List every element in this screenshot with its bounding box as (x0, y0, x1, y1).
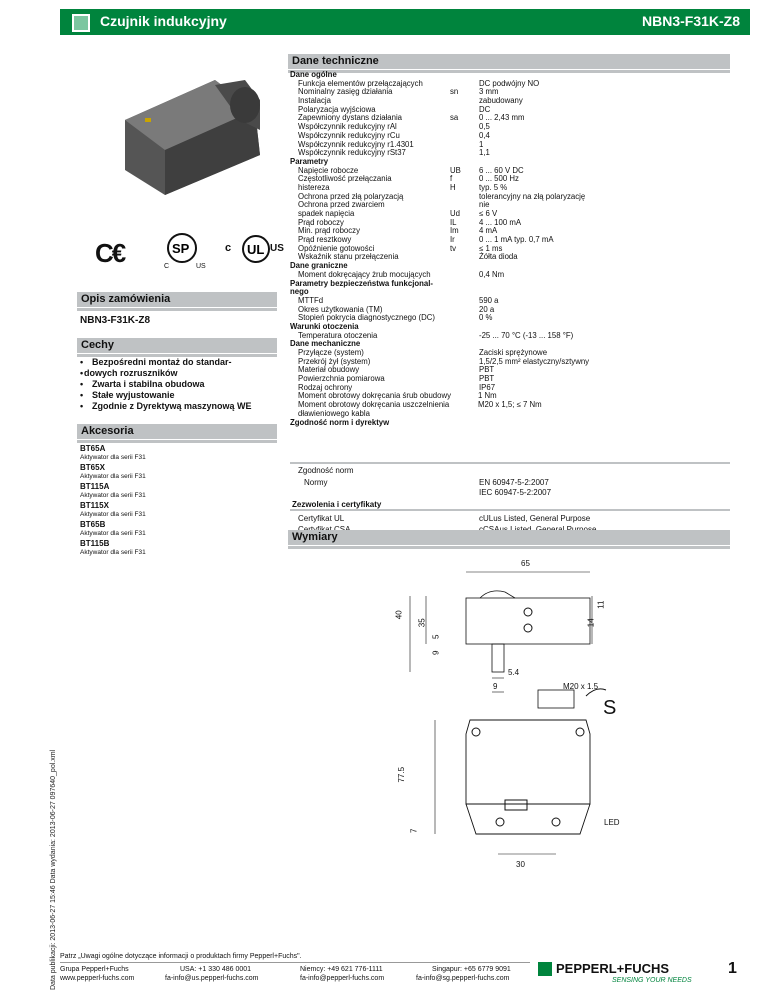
publication-date-text: Data publikacji: 2013-06-27 15:46 Data wydania: 2013-06-27 097640_pol.xml (50, 749, 57, 990)
accessory-name[interactable]: BT65A (80, 444, 106, 453)
tech-row-label: Dane ogólne (290, 70, 337, 79)
tech-row-value: zabudowany (479, 96, 523, 106)
accessory-name[interactable]: BT115B (80, 539, 110, 548)
tech-row (290, 149, 730, 158)
tech-row-symbol: Im (450, 226, 459, 236)
cert-ul-label: Certyfikat UL (298, 514, 345, 523)
tech-row-value: ≤ 6 V (479, 209, 498, 218)
dims-header: Wymiary (288, 530, 730, 545)
tech-row-value: DC podwójny NO (479, 78, 540, 88)
tech-row-label: Prąd roboczy (298, 217, 344, 227)
ul-c-label: c (225, 242, 232, 254)
tech-row-label: Przekrój żył (system) (298, 356, 371, 366)
tech-row-symbol: Ir (450, 235, 455, 245)
feature-item: • Bezpośredni montaż do standar- (80, 357, 280, 368)
footer-group: Grupa Pepperl+Fuchs (60, 966, 129, 973)
footer-usa-email[interactable]: fa-info@us.pepperl-fuchs.com (165, 975, 259, 982)
tech-row-label: MTTFd (298, 295, 324, 305)
tech-row-value: 1 Nm (478, 391, 497, 401)
footer-sg: Singapur: +65 6779 9091 (432, 966, 511, 973)
accessory-desc: Aktywator dla serii F31 (80, 530, 146, 537)
dim-s: S (603, 697, 617, 719)
tech-row-label: Rodzaj ochrony (298, 382, 353, 392)
footer-de: Niemcy: +49 621 776-1111 (300, 966, 383, 973)
dim-9b: 9 (493, 682, 498, 691)
tech-row-label: Współczynnik redukcyjny rSt37 (298, 148, 406, 158)
tech-section-heading (290, 280, 730, 289)
csa-us-label: US (196, 263, 206, 270)
feature-item-cont: • dowych rozruszników (80, 368, 280, 379)
tech-row-value: M20 x 1,5; ≤ 7 Nm (478, 400, 542, 410)
brand-square-icon (72, 14, 90, 32)
tech-row-value: PBT (479, 365, 495, 375)
accessory-desc: Aktywator dla serii F31 (80, 511, 146, 518)
tech-row-label: Materiał obudowy (298, 365, 360, 375)
footer-sg-email[interactable]: fa-info@sg.pepperl-fuchs.com (416, 975, 510, 982)
order-header: Opis zamówienia (77, 292, 277, 307)
tech-row-value: 6 ... 60 V DC (479, 165, 524, 175)
tech-row-label: Moment dokręcający żrub mocujących (298, 269, 431, 279)
dim-77-5: 77.5 (397, 766, 407, 783)
tech-row-label: spadek napięcia (298, 209, 355, 218)
tech-row-value: 4 ... 100 mA (479, 217, 522, 227)
tech-row-value: 4 mA (479, 226, 498, 236)
dim-m20: M20 x 1.5 (563, 682, 599, 691)
tech-row-label: Ochrona przed zwarciem (298, 200, 385, 210)
tech-row (290, 175, 730, 184)
dim-11: 11 (596, 600, 606, 609)
accessories-bar (77, 440, 277, 443)
tech-row-value: ≤ 1 ms (479, 243, 503, 253)
feature-item: • Zgodnie z Dyrektywą maszynową WE (80, 401, 280, 412)
tech-row-label: Min. prąd roboczy (298, 226, 360, 236)
tech-row-value: 20 a (479, 304, 495, 314)
tech-table (290, 71, 730, 427)
tech-row-label: Okres użytkowania (TM) (298, 304, 383, 314)
tech-row-value: 3 mm (479, 87, 499, 97)
accessory-desc: Aktywator dla serii F31 (80, 454, 146, 461)
tech-row-label: Wskaźnik stanu przełączenia (298, 252, 399, 262)
norms-label: Zgodność norm (298, 466, 354, 475)
title-bar (60, 9, 750, 35)
tech-row-symbol: f (450, 174, 453, 184)
tech-row-label: Moment obrotowy dokręcania uszczelnienia (298, 400, 450, 410)
tech-row-value: DC (479, 104, 491, 114)
norms-sub: Normy (304, 478, 328, 487)
tech-row-value: PBT (479, 374, 495, 384)
tech-row-value: 0,5 (479, 122, 490, 132)
tech-row-label: Zgodność norm i dyrektyw (290, 417, 390, 427)
accessories-header: Akcesoria (77, 424, 277, 439)
tech-row-symbol: UB (450, 165, 461, 175)
accessory-desc: Aktywator dla serii F31 (80, 492, 146, 499)
tech-row-label: Współczynnik redukcyjny rCu (298, 130, 400, 140)
dim-65: 65 (521, 559, 530, 568)
tech-row-symbol: Ud (450, 209, 460, 218)
dim-30: 30 (516, 860, 525, 869)
tech-row-value: Zaciski sprężynowe (479, 348, 548, 357)
svg-text:SP: SP (172, 241, 190, 256)
tech-row-value: 0 ... 2,43 mm (479, 113, 525, 123)
tech-row-label: dławieniowego kabla (298, 408, 370, 418)
brand-slogan: SENSING YOUR NEEDS (612, 977, 692, 984)
tech-row-label: Polaryzacja wyjściowa (298, 104, 376, 114)
norms-bar (290, 462, 730, 464)
page-number: 1 (728, 960, 737, 977)
tech-section-heading (290, 288, 730, 297)
tech-row-value: tolerancyjny na złą polaryzację (479, 191, 586, 201)
tech-row-value: Żółta dioda (479, 252, 518, 262)
product-photo (95, 60, 275, 200)
tech-row-value: 0 % (479, 313, 493, 323)
norm-value-2: IEC 60947-5-2:2007 (479, 488, 552, 497)
tech-row-label: Warunki otoczenia (290, 321, 359, 331)
tech-row-label: Dane mechaniczne (290, 339, 361, 349)
page-title: Czujnik indukcyjny (100, 13, 227, 29)
tech-row-value: 590 a (479, 295, 499, 305)
tech-row-label: nego (290, 287, 309, 297)
accessory-name[interactable]: BT115A (80, 482, 110, 491)
footer-divider (60, 962, 530, 963)
dimension-drawing (380, 560, 650, 880)
tech-row-label: Parametry bezpieczeństwa funkcjonal- (290, 278, 433, 288)
features-header: Cechy (77, 338, 277, 353)
tech-row-value: 1,5/2,5 mm² elastyczny/sztywny (479, 356, 590, 366)
tech-row (290, 201, 730, 210)
tech-row-symbol: tv (450, 243, 457, 253)
brand-logo-icon (538, 962, 552, 976)
approvals-bar (290, 509, 730, 511)
dim-9: 9 (431, 650, 441, 655)
dim-35: 35 (417, 618, 427, 628)
brand-name: PEPPERL+FUCHS (556, 961, 670, 976)
tech-row-label: histereza (298, 182, 330, 192)
features-list (80, 357, 280, 412)
accessory-name[interactable]: BT115X (80, 501, 109, 510)
tech-section-heading (290, 419, 730, 428)
tech-row-label: Dane graniczne (290, 261, 348, 271)
tech-row-symbol: H (450, 182, 456, 192)
approvals-header: Zezwolenia i certyfikaty (292, 500, 382, 509)
ce-mark: C€ (95, 238, 125, 268)
tech-row-value: -25 ... 70 °C (-13 ... 158 °F) (479, 330, 574, 340)
tech-row-symbol: sa (450, 113, 459, 123)
tech-header: Dane techniczne (288, 54, 730, 69)
accessory-name[interactable]: BT65X (80, 463, 105, 472)
tech-row-value: 0,4 (479, 130, 490, 140)
tech-row-value: IP67 (479, 382, 496, 392)
accessories-list (80, 444, 146, 558)
accessory-desc: Aktywator dla serii F31 (80, 473, 146, 480)
footer-note: Patrz „Uwagi ogólne dotyczące informacji o produktach firmy Pepperl+Fuchs". (60, 953, 302, 960)
feature-item: • Zwarta i stabilna obudowa (80, 379, 280, 390)
accessory-desc: Aktywator dla serii F31 (80, 549, 146, 556)
tech-row-label: Nominalny zasięg działania (298, 87, 393, 97)
tech-row (290, 375, 730, 384)
dim-5-4: 5.4 (508, 668, 520, 677)
dims-bar (288, 546, 730, 549)
csa-c-label: C (164, 263, 170, 270)
dim-14: 14 (586, 618, 596, 628)
model-title: NBN3-F31K-Z8 (641, 13, 740, 29)
tech-row-label: Współczynnik redukcyjny r1.4301 (298, 139, 414, 149)
tech-row-label: Temperatura otoczenia (298, 330, 378, 340)
footer-web[interactable]: www.pepperl-fuchs.com (60, 975, 135, 982)
tech-row-label: Napięcie robocze (298, 165, 359, 175)
tech-row-value: 0 ... 500 Hz (479, 174, 519, 184)
order-model: NBN3-F31K-Z8 (80, 315, 151, 326)
tech-row-label: Funkcja elementów przełączających (298, 78, 423, 88)
footer-usa: USA: +1 330 486 0001 (180, 966, 252, 973)
tech-row-symbol: IL (450, 217, 457, 227)
norm-value-1: EN 60947-5-2:2007 (479, 478, 549, 487)
order-bar (77, 308, 277, 311)
dim-40: 40 (394, 610, 404, 620)
ul-us-label: US (270, 243, 284, 254)
tech-row-value: 0,4 Nm (479, 269, 505, 279)
svg-text:UL: UL (247, 242, 265, 257)
dim-5: 5 (431, 634, 441, 639)
tech-row-label: Instalacja (298, 96, 331, 106)
tech-row-label: Parametry (290, 156, 329, 166)
tech-row-label: Przyłącze (system) (298, 348, 364, 357)
tech-row-label: Współczynnik redukcyjny rAl (298, 122, 397, 132)
feature-item: • Stałe wyjustowanie (80, 390, 280, 401)
tech-row-label: Powierzchnia pomiarowa (298, 374, 385, 384)
tech-row-value: typ. 5 % (479, 182, 508, 192)
tech-row-value: 0 ... 1 mA typ. 0,7 mA (479, 235, 554, 245)
tech-row-symbol: sn (450, 87, 459, 97)
tech-row-label: Stopień pokrycia diagnostycznego (DC) (298, 313, 435, 323)
tech-row-value: nie (479, 200, 490, 210)
footer-de-email[interactable]: fa-info@pepperl-fuchs.com (300, 975, 385, 982)
tech-row-label: Moment obrotowy dokręcania śrub obudowy (298, 391, 451, 401)
tech-row-value: 1,1 (479, 148, 490, 158)
tech-row-label: Częstotliwość przełączania (298, 174, 392, 184)
cert-ul-value: cULus Listed, General Purpose (479, 514, 591, 523)
tech-row-label: Prąd resztkowy (298, 235, 352, 245)
dim-7: 7 (409, 828, 419, 833)
accessory-name[interactable]: BT65B (80, 520, 106, 529)
tech-row-value: 1 (479, 139, 484, 149)
tech-row-label: Ochrona przed złą polaryzacją (298, 191, 404, 201)
dim-led: LED (604, 818, 620, 827)
tech-row-label: Zapewniony dystans działania (298, 113, 403, 123)
tech-row (290, 253, 730, 262)
tech-row-label: Opóźnienie gotowości (298, 243, 375, 253)
